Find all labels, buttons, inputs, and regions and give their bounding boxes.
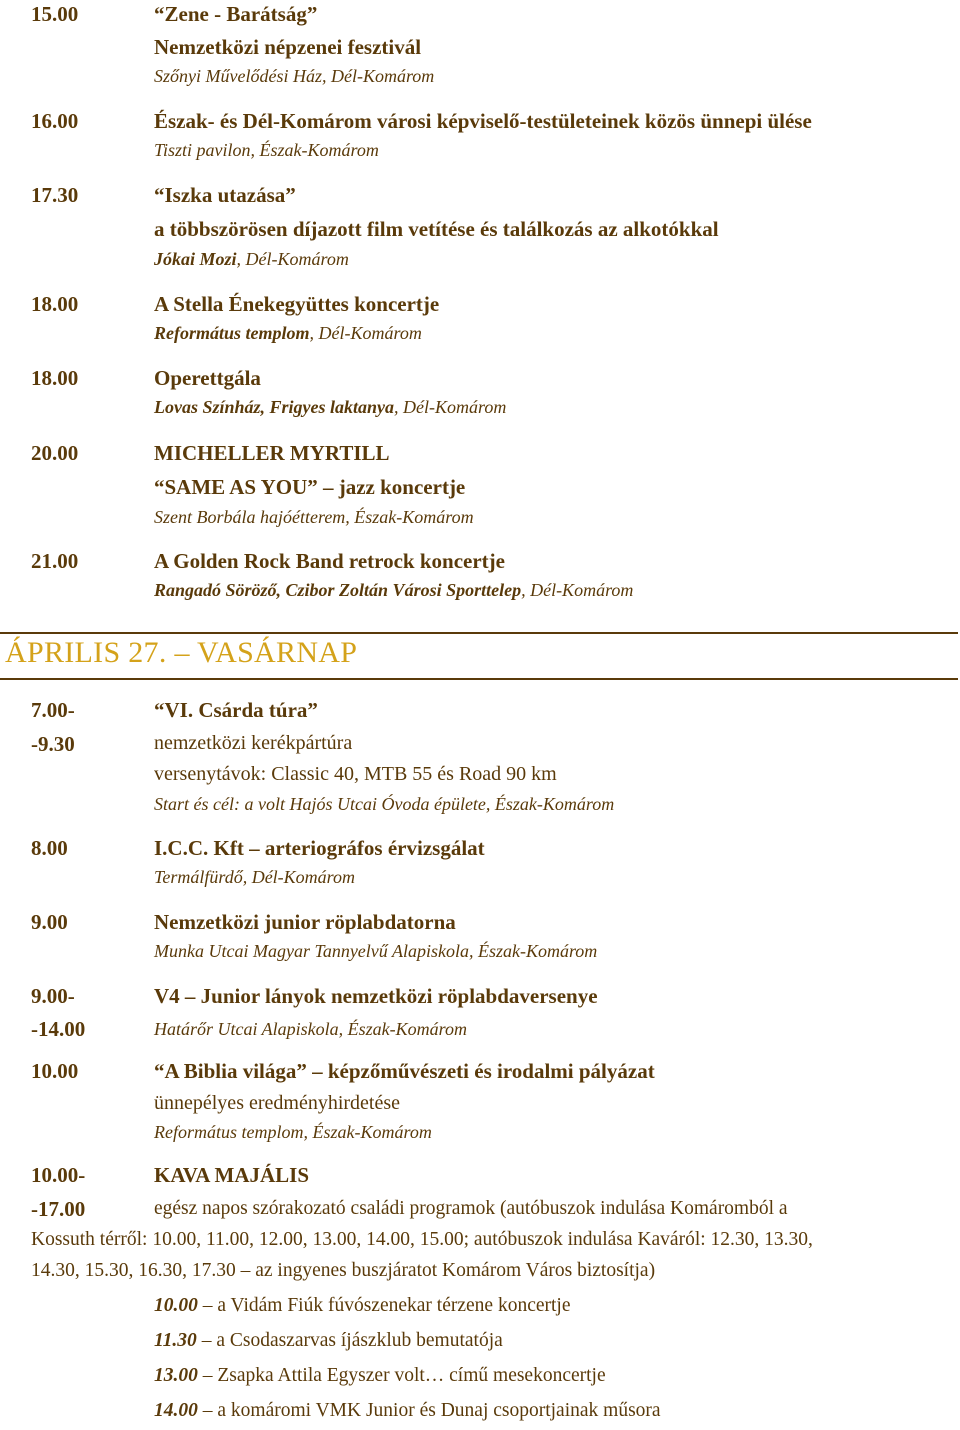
event-time: 17.30	[31, 183, 79, 207]
sub-program-text: – a Vidám Fiúk fúvószenekar térzene koncertje	[197, 1295, 571, 1316]
event-location: Start és cél: a volt Hajós Utcai Óvoda épülete, Észak-Komárom	[154, 794, 615, 814]
event-time-end: -14.00	[31, 1017, 86, 1041]
event-time: 9.00	[31, 910, 68, 934]
event-distances: versenytávok: Classic 40, MTB 55 és Road 90 km	[154, 763, 557, 785]
event-location: Munka Utcai Magyar Tannyelvű Alapiskola, Észak-Komárom	[154, 941, 598, 961]
event-title: “Iszka utazása”	[154, 183, 296, 207]
event-location: Termálfürdő, Dél-Komárom	[154, 867, 356, 887]
event-time: 18.00	[31, 366, 79, 390]
event-title: KAVA MAJÁLIS	[154, 1163, 310, 1187]
event-title: “VI. Csárda túra”	[154, 698, 318, 722]
event-location: Református templom, Dél-Komárom	[154, 323, 422, 343]
event-title: V4 – Junior lányok nemzetközi röplabdaversenye	[154, 984, 598, 1008]
event-description-line1: egész napos szórakozató családi programok (autóbuszok indulása Komáromból a	[154, 1198, 788, 1219]
event-title: Nemzetközi junior röplabdatorna	[154, 910, 456, 934]
event-subtitle: Nemzetközi népzenei fesztivál	[154, 35, 422, 59]
event-location: Jókai Mozi, Dél-Komárom	[154, 249, 349, 269]
event-location: Szőnyi Művelődési Ház, Dél-Komárom	[154, 66, 435, 86]
event-title: A Stella Énekegyüttes koncertje	[154, 292, 440, 316]
event-subtitle: a többszörösen díjazott film vetítése és találkozás az alkotókkal	[154, 217, 719, 241]
event-time: 16.00	[31, 109, 79, 133]
event-time-end: -17.00	[31, 1197, 86, 1221]
event-time: 20.00	[31, 441, 79, 465]
sub-program-time: 13.00	[154, 1365, 198, 1386]
event-title: I.C.C. Kft – arteriográfos érvizsgálat	[154, 836, 485, 860]
event-time: 8.00	[31, 836, 68, 860]
event-subtitle: nemzetközi kerékpártúra	[154, 732, 353, 754]
event-time-start: 9.00-	[31, 984, 75, 1008]
event-time-end: -9.30	[31, 732, 75, 756]
event-location: Református templom, Észak-Komárom	[154, 1122, 432, 1142]
event-title: “Zene - Barátság”	[154, 2, 318, 26]
event-time: 15.00	[31, 2, 79, 26]
event-title: A Golden Rock Band retrock koncertje	[154, 549, 505, 573]
day-header	[0, 632, 958, 680]
event-location: Lovas Színház, Frigyes laktanya, Dél-Komárom	[154, 397, 507, 417]
event-time: 10.00	[31, 1059, 79, 1083]
sub-program-text: – a komáromi VMK Junior és Dunaj csoportjainak műsora	[197, 1400, 661, 1421]
event-title: “A Biblia világa” – képzőművészeti és irodalmi pályázat	[154, 1059, 655, 1083]
sub-program-time: 10.00	[154, 1295, 198, 1316]
event-time-start: 10.00-	[31, 1163, 86, 1187]
event-title: Észak- és Dél-Komárom városi képviselő-testületeinek közös ünnepi ülése	[154, 109, 812, 133]
event-location: Tiszti pavilon, Észak-Komárom	[154, 140, 379, 160]
event-title: MICHELLER MYRTILL	[154, 441, 390, 465]
event-subtitle: ünnepélyes eredményhirdetése	[154, 1092, 401, 1114]
day-header-title: ÁPRILIS 27. – VASÁRNAP	[5, 636, 358, 669]
sub-program-time: 11.30	[154, 1330, 197, 1351]
event-title: Operettgála	[154, 366, 261, 390]
event-location: Rangadó Söröző, Czibor Zoltán Városi Sporttelep, Dél-Komárom	[154, 580, 634, 600]
event-location: Szent Borbála hajóétterem, Észak-Komárom	[154, 507, 474, 527]
sub-program-time: 14.00	[154, 1400, 198, 1421]
event-location: Határőr Utcai Alapiskola, Észak-Komárom	[154, 1019, 467, 1039]
event-time: 21.00	[31, 549, 79, 573]
sub-program-text: – Zsapka Attila Egyszer volt… című mesekoncertje	[197, 1365, 606, 1386]
event-description-line2: Kossuth térről: 10.00, 11.00, 12.00, 13.00, 14.00, 15.00; autóbuszok indulása Kaváról: 12.30, 13.30,	[31, 1229, 813, 1250]
sub-program-text: – a Csodaszarvas íjászklub bemutatója	[196, 1330, 503, 1351]
event-subtitle: “SAME AS YOU” – jazz koncertje	[154, 475, 466, 499]
event-time-start: 7.00-	[31, 698, 75, 722]
event-time: 18.00	[31, 292, 79, 316]
event-description-line3: 14.30, 15.30, 16.30, 17.30 – az ingyenes buszjáratot Komárom Város biztosítja)	[31, 1260, 656, 1281]
